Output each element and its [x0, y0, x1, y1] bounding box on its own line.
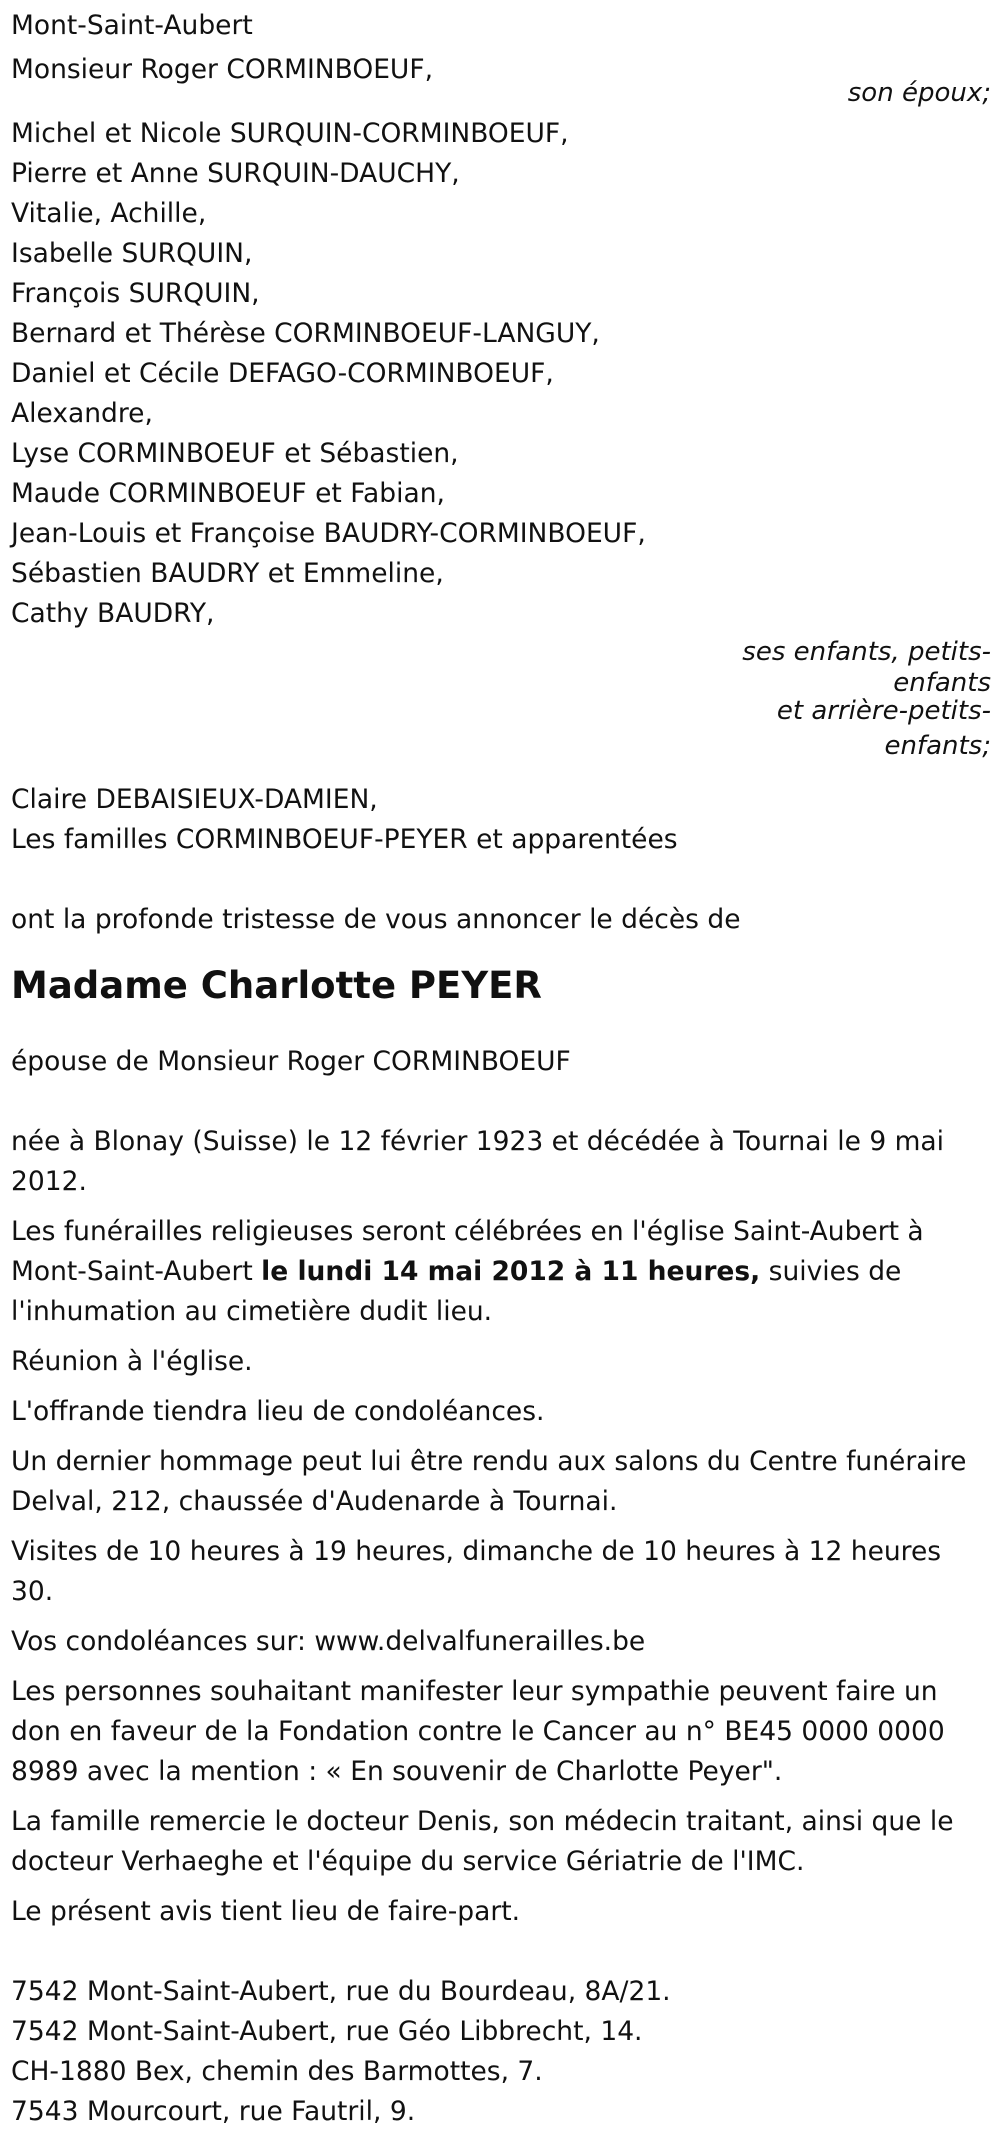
address-line: CH-1880 Bex, chemin des Barmottes, 7. [11, 2056, 543, 2087]
notice-paragraph: L'offrande tiendra lieu de condoléances. [11, 1396, 545, 1427]
spouse-role: son époux; [847, 78, 991, 108]
notice-paragraph: Réunion à l'église. [11, 1346, 253, 1377]
notice-paragraph: Visites de 10 heures à 19 heures, dimanche de 10 heures à 12 heures 30. [11, 1536, 942, 1607]
deceased-spouse-line: épouse de Monsieur Roger CORMINBOEUF [11, 1046, 571, 1077]
notice-paragraph: Un dernier hommage peut lui être rendu aux salons du Centre funéraire Delval, 212, chaussée d'Audenarde à Tournai. [11, 1446, 967, 1517]
family-role-line: et arrière-petits- [776, 696, 991, 726]
relative-line: Claire DEBAISIEUX-DAMIEN, [11, 784, 378, 815]
other-relatives [11, 780, 991, 860]
announcement-text: ont la profonde tristesse de vous annoncer le décès de [11, 904, 741, 935]
location-header: Mont-Saint-Aubert [11, 10, 253, 41]
family-member: Pierre et Anne SURQUIN-DAUCHY, [11, 158, 460, 189]
funeral-text-before: Les funérailles religieuses seront célébrées en l'église Saint-Aubert à Mont-Saint-Aubert [11, 1216, 924, 1287]
notice-paragraph: Le présent avis tient lieu de faire-part. [11, 1896, 521, 1927]
family-member: Jean-Louis et Françoise BAUDRY-CORMINBOEUF, [11, 518, 646, 549]
deceased-name: Madame Charlotte PEYER [11, 964, 542, 1007]
family-member: Cathy BAUDRY, [11, 598, 215, 629]
family-member: Vitalie, Achille, [11, 198, 207, 229]
family-member: Sébastien BAUDRY et Emmeline, [11, 558, 444, 589]
family-member: Daniel et Cécile DEFAGO-CORMINBOEUF, [11, 358, 554, 389]
funeral-text-after: suivies de l'inhumation au cimetière dudit lieu. [11, 1256, 902, 1327]
notice-paragraph: La famille remercie le docteur Denis, son médecin traitant, ainsi que le docteur Verhaeghe et l'équipe du service Gériatrie de l'IMC. [11, 1806, 954, 1877]
address-line: 7542 Mont-Saint-Aubert, rue Géo Libbrecht, 14. [11, 2016, 643, 2047]
family-list [11, 114, 991, 634]
family-member: François SURQUIN, [11, 278, 260, 309]
funeral-details [11, 1212, 991, 1332]
funeral-date-bold: le lundi 14 mai 2012 à 11 heures, [261, 1256, 761, 1287]
family-role [11, 634, 991, 766]
obituary-notice [11, 0, 991, 2132]
address-line: 7542 Mont-Saint-Aubert, rue du Bourdeau, 8A/21. [11, 1976, 671, 2007]
family-member: Alexandre, [11, 398, 153, 429]
family-role-line: enfants [893, 668, 991, 698]
family-member: Maude CORMINBOEUF et Fabian, [11, 478, 445, 509]
family-member: Bernard et Thérèse CORMINBOEUF-LANGUY, [11, 318, 600, 349]
relative-line: Les familles CORMINBOEUF-PEYER et apparentées [11, 824, 678, 855]
family-member: Isabelle SURQUIN, [11, 238, 253, 269]
address-list [11, 1972, 991, 2132]
family-role-line: enfants; [884, 731, 991, 761]
spouse-name: Monsieur Roger CORMINBOEUF, [11, 54, 433, 85]
family-member: Lyse CORMINBOEUF et Sébastien, [11, 438, 459, 469]
family-member: Michel et Nicole SURQUIN-CORMINBOEUF, [11, 118, 569, 149]
notice-paragraph: Vos condoléances sur: www.delvalfunerailles.be [11, 1626, 646, 1657]
family-role-line: ses enfants, petits- [742, 637, 991, 667]
birth-death-dates: née à Blonay (Suisse) le 12 février 1923 et décédée à Tournai le 9 mai 2012. [11, 1126, 945, 1197]
notice-paragraph: Les personnes souhaitant manifester leur sympathie peuvent faire un don en faveur de la Fondation contre le Cancer au n° BE45 0000 0000 8989 avec la mention : « En souvenir de Charlotte Peyer". [11, 1676, 945, 1787]
address-line: 7543 Mourcourt, rue Fautril, 9. [11, 2096, 416, 2127]
